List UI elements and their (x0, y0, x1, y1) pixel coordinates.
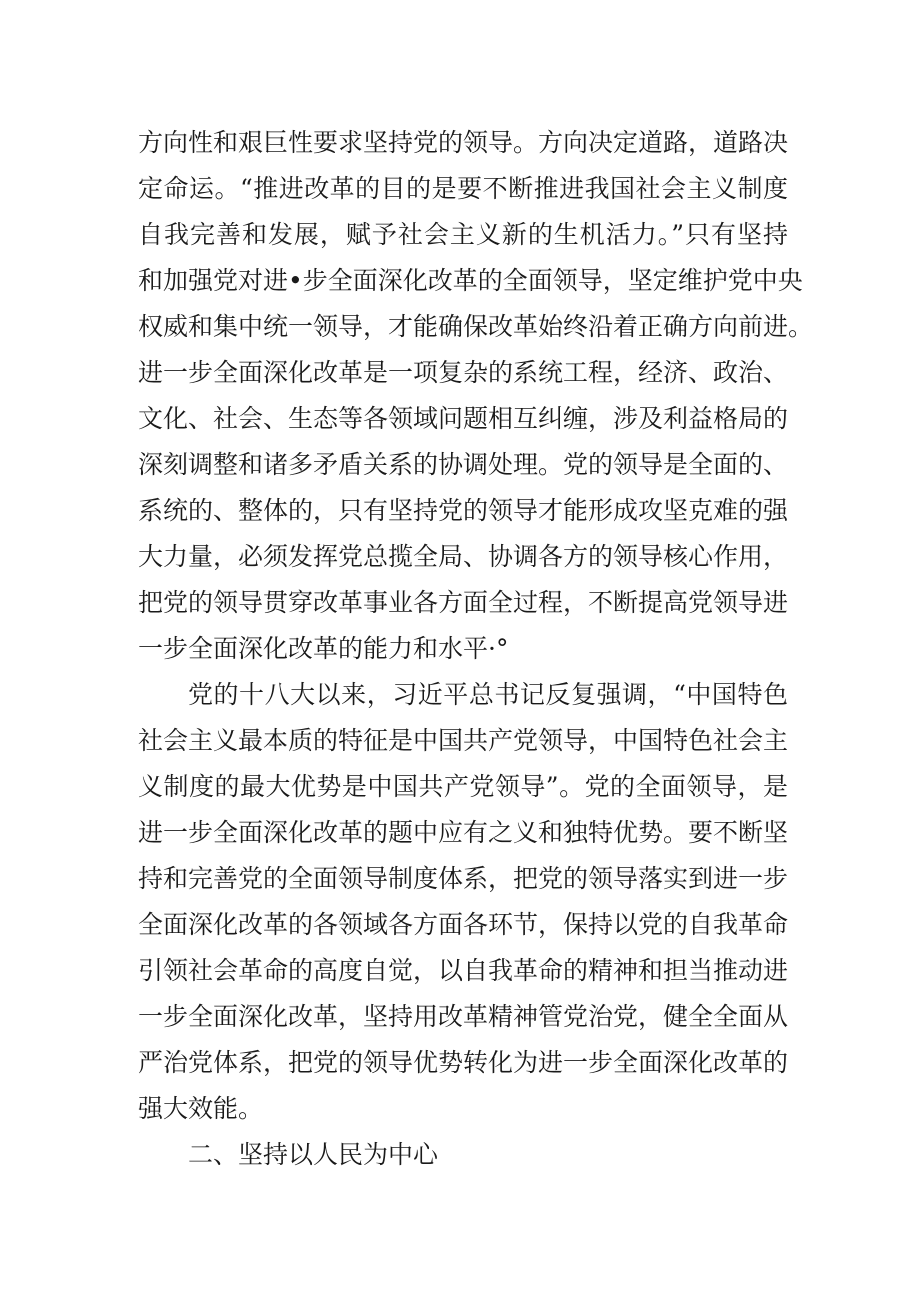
paragraph-line: 一步全面深化改革，坚持用改革精神管党治党，健全全面从 (138, 1002, 789, 1031)
section-heading: 二、坚持以人民为中心 (188, 1140, 439, 1169)
paragraph-line: 大力量，必须发挥党总揽全局、协调各方的领导核心作用， (138, 542, 789, 571)
paragraph-line: 进一步全面深化改革是一项复杂的系统工程，经济、政治、 (138, 358, 789, 387)
paragraph-line: 义制度的最大优势是中国共产党领导”。党的全面领导，是 (138, 772, 788, 801)
paragraph-line: 社会主义最本质的特征是中国共产党领导，中国特色社会主 (138, 726, 789, 755)
paragraph-line: 文化、社会、生态等各领域问题相互纠缠，涉及利益格局的 (138, 404, 789, 433)
document-body (138, 120, 814, 1178)
paragraph-line: 权威和集中统一领导，才能确保改革始终沿着正确方向前进。 (138, 312, 814, 341)
paragraph-line: 全面深化改革的各领域各方面各环节，保持以党的自我革命 (138, 910, 789, 939)
paragraph-line: 党的十八大以来，习近平总书记反复强调，“中国特色 (188, 680, 788, 709)
paragraph-line: 自我完善和发展，赋予社会主义新的生机活力。”只有坚持 (138, 220, 788, 249)
paragraph-line: 把党的领导贯穿改革事业各方面全过程，不断提高党领导进 (138, 588, 789, 617)
paragraph-line: 和加强党对进•步全面深化改革的全面领导，坚定维护党中央 (138, 266, 803, 295)
paragraph-line: 系统的、整体的，只有坚持党的领导才能形成攻坚克难的强 (138, 496, 789, 525)
paragraph-line: 方向性和艰巨性要求坚持党的领导。方向决定道路，道路决 (138, 128, 789, 157)
paragraph-line: 定命运。“推进改革的目的是要不断推进我国社会主义制度 (138, 174, 788, 203)
paragraph-line: 强大效能。 (138, 1094, 264, 1123)
paragraph-line: 一步全面深化改革的能力和水平·° (138, 634, 509, 663)
paragraph-line: 引领社会革命的高度自觉，以自我革命的精神和担当推动进 (138, 956, 789, 985)
paragraph-line: 严治党体系，把党的领导优势转化为进一步全面深化改革的 (138, 1048, 789, 1077)
paragraph-2 (138, 672, 788, 1132)
paragraph-line: 进一步全面深化改革的题中应有之义和独特优势。要不断坚 (138, 818, 789, 847)
paragraph-1 (138, 120, 814, 672)
paragraph-line: 持和完善党的全面领导制度体系，把党的领导落实到进一步 (138, 864, 789, 893)
paragraph-line: 深刻调整和诸多矛盾关系的协调处理。党的领导是全面的、 (138, 450, 789, 479)
section-heading-block (138, 1132, 788, 1178)
